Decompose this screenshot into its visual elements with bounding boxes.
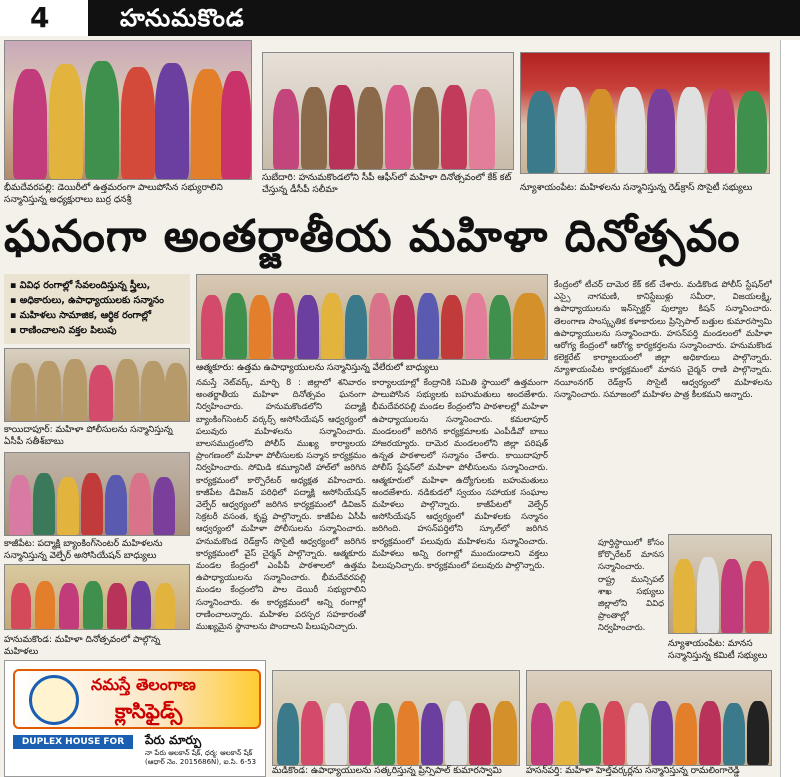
article-column-3-bottom: పూర్తిస్థాయిలో కోసం కోర్పొరేటర్ మానస సన్మానించారు. రాష్ట్ర మున్సిపల్ శాఖ సభ్యులు జిల్లాలోని వివిధ ప్రాంతాల్లో నిర్వహించారు.: [598, 537, 664, 633]
highlight-item: ▪ మహిళలు సామాజిక, ఆర్థిక రంగాల్లో: [10, 308, 184, 323]
classifieds-subtitle: క్లాసిఫైడ్స్: [115, 699, 183, 723]
highlights-box: [4, 274, 190, 344]
photo-hasanparthy: [526, 670, 772, 766]
main-headline: ఘనంగా అంతర్జాతీయ మహిళా దినోత్సవం: [4, 211, 741, 262]
caption-right-photo: న్యూశాయంపేట: మానస సన్మానిస్తున్న కమిటీ సభ్యులు: [668, 639, 768, 661]
photo-kazipet: [4, 452, 190, 536]
classifieds-title: నమస్తే తెలంగాణ: [91, 675, 196, 694]
highlight-item: ▪ రాణించాలని వక్తల పిలుపు: [10, 323, 184, 338]
caption-bottom-1: మడికొండ: ఉపాధ్యాయులను సత్కరిస్తున్న ప్రిన్సిపాల్ కుమారస్వామి: [272, 766, 502, 776]
caption-center-photo: ఆత్మకూరు: ఉత్తమ ఉపాధ్యాయులను సన్మానిస్తున్న వేలేరులో బాధ్యులు: [196, 363, 439, 373]
name-change-text: నా పేరు ఆలకాన్ షేక్, ధర్మ: ఆలకాన్ షేక్ (ఆధార్ నెం. 2015686N), ఐ.సి. 6-53: [145, 749, 257, 766]
adjacent-page-edge: [780, 40, 800, 777]
section-title: హనుమకొండ: [120, 4, 245, 32]
classifieds-banner: [13, 669, 261, 729]
article-column-1: నమస్తే నెట్‌వర్క్, మార్చి 8 : జిల్లాలో శనివారం అంతర్జాతీయ మహిళా దినోత్సవం ఘనంగా నిర్వహించారు. హనుమకొండలోని పద్మాక్షి బ్యాంకింగ్‌సెంటర్ వర్కర్స్ అసోసియేషన్ ఆధ్వర్యంలో పలువురు మహిళలను సన్మానించారు. బాలసముద్రంలోని పోలీస్ ముఖ్య కార్యాలయ ప్రాంగణంలో మహిళా పోలీసులకు సన్మాన కార్యక్రమం నిర్వహించారు. సోమిడి కమ్యూనిటీ హాల్‌లో జరిగిన కార్యక్రమంలో కార్పొరేటర్ అధ్యక్షత వహించారు. కాజీపేట డివిజన్ పరిధిలో పద్మాక్షి అసోసియేషన్ వెల్ఫేర్ ఆధ్వర్యంలో జరిగిన కార్యక్రమంలో డివిజన్ సెక్రటరీ వసంత, కృష్ణ పాల్గొన్నారు. కాజీపేట ఏసీపీ ఆధ్వర్యంలో మహిళా పోలీసులను సన్మానించారు. హనుమకొండ రెడ్‌క్రాస్ సొసైటీ ఆధ్వర్యంలో జరిగిన కార్యక్రమంలో వైస్ చైర్మన్ పాల్గొన్నారు. ఆత్మకూరు మండల కేంద్రంలో ఎంపీపీ పాఠశాలలో ఉత్తమ ఉపాధ్యాయులను సన్మానించారు. భీమదేవరపల్లి మండల కేంద్రంలోని పాల డెయిరీ సభ్యురాలిని సన్మానించారు. ఈ కార్యక్రమంలో అన్ని రంగాల్లో రాణించాలన్నారు. మహిళల పరస్పర సహకారంతో ముఖ్యమైన స్థానాలను పొందాలని పిలుపునిచ్చారు.: [196, 377, 366, 632]
highlight-item: ▪ వివిధ రంగాల్లో సేవలందిస్తున్న స్త్రీలు,: [10, 278, 184, 293]
article-column-2: కార్యాలయాల్లో కేంద్రానికి సమితి స్థాయిలో ఉత్తమంగా పాలుపోసిన సభ్యులకు బహుమతులు అందజేశారు. భీమదేవరపల్లి మండల కేంద్రంలోని పాఠశాలల్లో మహిళా ఉపాధ్యాయులను సన్మానించారు. కమలాపూర్ మండలంలో జరిగిన కార్యక్రమాలకు ఎంపీడీవో బాబు హాజరయ్యారు. దామెర మండలంలోని జిల్లా పరిషత్ ఉన్నత పాఠశాలలో సన్మానం చేశారు. కాయిదాపూర్ పోలీస్ స్టేషన్‌లో మహిళా పోలీసులను సన్మానించారు. ఆత్మకూరులో మహిళా ఉద్యోగులకు బహుమతులు అందజేశారు. నడికుడలో స్వయం సహాయక సంఘాల మహిళలు పాల్గొన్నారు. కాజీపేటలో వెల్ఫేర్ అసోసియేషన్ ఆధ్వర్యంలో మహిళలకు సన్మానం జరిగింది. హసన్‌పర్తిలోని స్కూల్‌లో జరిగిన కార్యక్రమంలో పలువురు మహిళలను సన్మానించారు. మహిళలు అన్ని రంగాల్లో ముందుండాలని వక్తలు పిలుపునిచ్చారు. కార్యక్రమంలో పలువురు పాల్గొన్నారు.: [372, 377, 548, 571]
photo-newshayampet: [668, 534, 772, 634]
photo-subedari: [262, 52, 514, 170]
photo-nayeemnagar: [520, 52, 770, 174]
page-number: 4: [0, 0, 86, 36]
caption-left-3: హనుమకొండ: మహిళా దినోత్సవంలో పాల్గొన్న మహిళలు: [4, 635, 161, 657]
duplex-house-label: DUPLEX HOUSE FOR SALE: [13, 735, 133, 749]
article-column-3: కేంద్రంలో టీచర్ దామెర కేక్ కట్ చేశారు. మడికొండ పోలీస్ స్టేషన్‌లో ఎస్సై నాగమణి, కానిస్టేబుళ్లు సమీరా, విజయలక్ష్మి, ఉపాధ్యాయులను ఇన్‌స్పెక్టర్ పుల్యాల కిషన్ సన్మానించారు. తెలంగాణ సాంస్కృతిక కళాకారులు ప్రిన్సిపాల్ బత్తుల కుమారస్వామి ఉపాధ్యాయులను సన్మానించారు. హసన్‌పర్తి మండలంలో మహిళా ఆరోగ్య కేంద్రంలో ఆరోగ్య కార్యకర్తలను సన్మానించారు. హనుమకొండ కలెక్టరేట్ కార్యాలయంలో జిల్లా అధికారులు పాల్గొన్నారు. న్యూశాయంపేట కార్యక్రమంలో మానస చైర్మన్ రాణి పాల్గొన్నారు. నయీంనగర్ రెడ్‌క్రాస్ సొసైటీ ఆధ్వర్యంలో మహిళలను సన్మానించారు. సమాజంలో మహిళల పాత్ర కీలకమని అన్నారు.: [554, 279, 772, 399]
photo-atmakur-group: [196, 274, 548, 360]
caption-top-3: న్యూశాయంపేట: మహిళలను సన్మానిస్తున్న రెడ్‌క్రాస్ సొసైటీ సభ్యులు: [520, 183, 753, 193]
caption-bottom-2: హసన్‌పర్తి: మహిళా హెల్త్‌వర్కర్లను సన్మానిస్తున్న రామలింగారెడ్డి: [526, 766, 740, 776]
caption-top-1: భీమదేవరపల్లి: డెయిరీలో ఉత్తమరంగా పాలుపోసిన సభ్యురాలిని సన్మానిస్తున్న అధ్యక్షురాలు బుర్ర ధనశ్రీ: [4, 183, 223, 205]
photo-bheemadevarapalli: [4, 40, 252, 180]
namasthe-telangana-seal-logo: [29, 675, 79, 725]
photo-kayidapur-police: [4, 348, 190, 422]
masthead: [0, 0, 800, 36]
highlight-item: ▪ అధికారులు, ఉపాధ్యాయులకు సన్మానం: [10, 293, 184, 308]
classifieds-ad: [4, 660, 266, 777]
caption-left-1: కాయిదాపూర్: మహిళా పోలీసులను సన్మానిస్తున్న ఏసీపీ సతీశ్‌బాబు: [4, 425, 173, 447]
name-change-title: పేరు మార్పు: [145, 733, 202, 747]
caption-top-2: సుబేదారి: హనుమకొండలోని సీపీ ఆఫీస్‌లో మహిళా దినోత్సవంలో కేక్ కట్ చేస్తున్న డీసీపీ సలీమా: [262, 173, 512, 195]
photo-madikonda: [272, 670, 520, 766]
caption-left-2: కాజీపేట: పద్మాక్షి బ్యాంకింగ్‌సెంటర్ మహిళలను సన్మానిస్తున్న వెల్ఫేర్ అసోసియేషన్ బాధ్యులు: [4, 539, 163, 561]
photo-hanumakonda-women: [4, 564, 190, 630]
